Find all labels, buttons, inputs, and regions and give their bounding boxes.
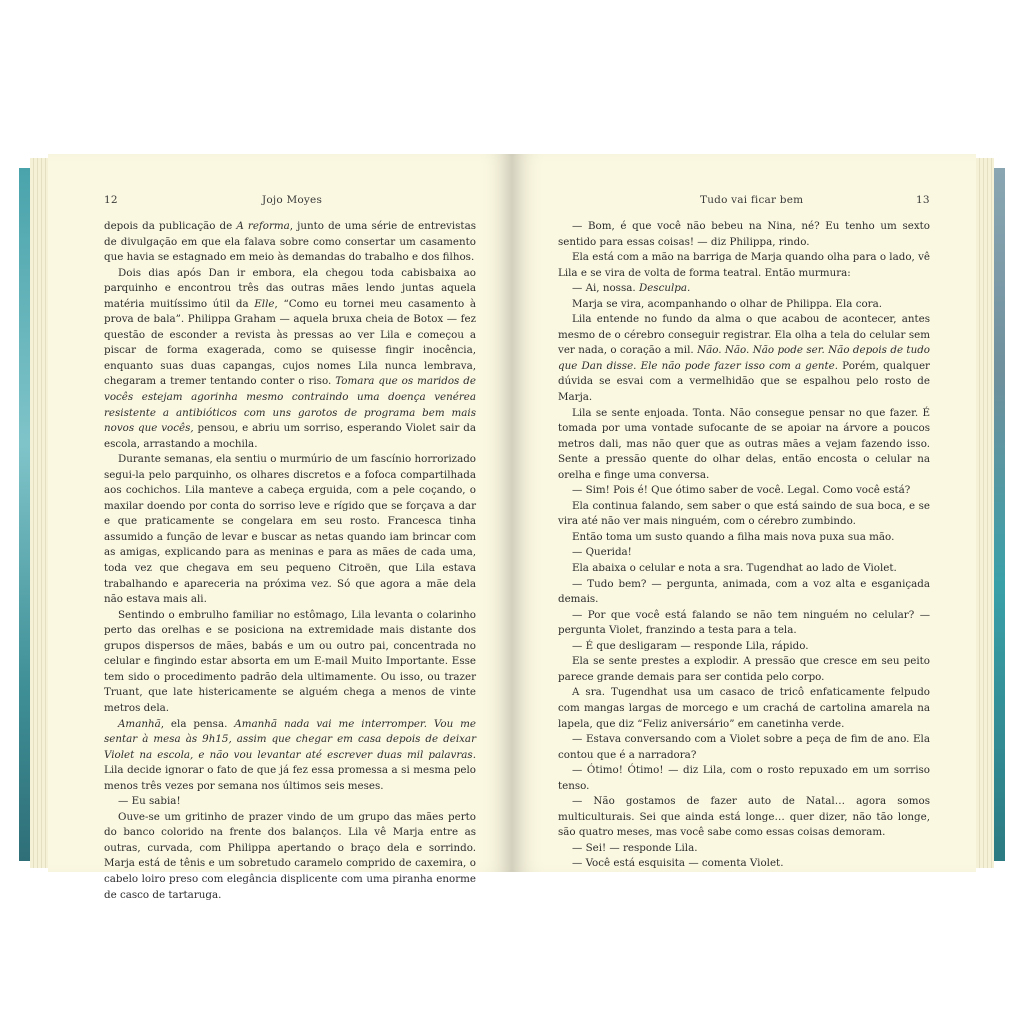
- paragraph: — Por que você está falando se não tem ninguém no celular? — pergunta Violet, franzindo a testa para a tela.: [558, 608, 930, 637]
- right-page-number: 13: [916, 194, 930, 206]
- paragraph: — Estava conversando com a Violet sobre a peça de fim de ano. Ela contou que é a narradora?: [558, 733, 930, 761]
- paragraph: Ela está com a mão na barriga de Marja quando olha para o lado, vê Lila e se vira de volta de forma teatral. Então murmura:: [558, 251, 930, 279]
- right-page-body: [558, 219, 930, 872]
- paragraph: Durante semanas, ela sentiu o murmúrio de um fascínio horrorizado segui-la pelo parquinho, os olhares discretos e a fofoca compartilhada aos cochichos. Lila manteve a cabeça erguida, com a pele coçando, o maxilar doendo por conta do sorriso leve e rígido que se forçava a dar e que praticamente se congelara em seu rosto. Francesca tinha assumido a função de levar e buscar as netas quando iam brincar com as amigas, explicando para as meninas e para as mães de cada uma, toda vez que chegava em seu pequeno Citroën, que Lila estava trabalhando e apareceria na próxima vez. Só que agora a mãe dela não estava mais ali.: [104, 453, 476, 606]
- paragraph: Dois dias após Dan ir embora, ela chegou toda cabisbaixa ao parquinho e encontrou três das outras mães lendo juntas aquela matéria muitíssimo útil da Elle, “Como eu tornei meu casamento à prova de bala”. Philippa Graham — aquela bruxa cheia de Botox — fez questão de esconder a revista às pressas ao ver Lila e começou a piscar de forma exagerada, como se quisesse fingir inocência, enquanto suas duas capangas, cujos nomes Lila nunca lembrava, chegaram a tremer tentando conter o riso. Tomara que os maridos de vocês estejam agorinha mesmo contraindo uma doença venérea resistente a antibióticos com uns garotos de programa bem mais novos que vocês, pensou, e abriu um sorriso, esperando Violet sair da escola, arrastando a mochila.: [104, 266, 477, 450]
- paragraph: Sentindo o embrulho familiar no estômago, Lila levanta o colarinho perto das orelhas e se posiciona na extremidade mais distante dos grupos dispersos de mães, babás e um ou outro pai, concentrada no celular e fingindo estar absorta em um E-mail Muito Importante. Esse tem sido o procedimento padrão dela ultimamente. Ou isso, ou trazer Truant, que late histericamente se alguém chega a menos de vinte metros dela.: [104, 608, 476, 714]
- paragraph: Lila se sente enjoada. Tonta. Não consegue pensar no que fazer. É tomada por uma vontade sufocante de se apoiar na árvore a poucos metros dali, mas não quer que as outras mães a vejam fazendo isso. Sente a pressão quente do olhar delas, então encosta o celular na orelha e finge uma conversa.: [558, 406, 930, 481]
- paragraph: Então toma um susto quando a filha mais nova puxa sua mão.: [572, 530, 895, 543]
- paragraph: — Ai, nossa. Desculpa.: [572, 282, 691, 295]
- paragraph: Ela se sente prestes a explodir. A pressão que cresce em seu peito parece grande demais para ser contida pelo corpo.: [558, 655, 930, 683]
- paragraph: A sra. Tugendhat usa um casaco de tricô enfaticamente felpudo com mangas largas de morcego e um crachá de cartolina amarela na lapela, que diz “Feliz aniversário” em canetinha verde.: [558, 686, 930, 730]
- paragraph: depois da publicação de A reforma, junto de uma série de entrevistas de divulgação em que ela falava sobre como consertar um casamento que havia se estagnado em meio às demandas do trabalho e dos filhos.: [104, 220, 476, 264]
- paragraph: — Querida!: [572, 546, 632, 559]
- left-running-head: Jojo Moyes: [262, 194, 323, 206]
- paragraph: Lila entende no fundo da alma o que acabou de acontecer, antes mesmo de o cérebro conseguir registrar. Ela olha a tela do celular sem ver nada, o coração a mil. Não. Não. Não pode ser. Não depois de tudo que Dan disse. Ele não pode fazer isso com a gente. Porém, qualquer dúvida se esvai com a vermelhidão que se espalhou pelo rosto de Marja.: [558, 313, 930, 404]
- paragraph: Marja se vira, acompanhando o olhar de Philippa. Ela cora.: [572, 297, 882, 310]
- paragraph: — Tudo bem? — pergunta, animada, com a voz alta e esganiçada demais.: [558, 577, 930, 606]
- paragraph: Ela abaixa o celular e nota a sra. Tugendhat ao lado de Violet.: [572, 562, 897, 575]
- paragraph: — Ótimo! Ótimo! — diz Lila, com o rosto repuxado em um sorriso tenso.: [558, 764, 930, 792]
- paragraph: — Eu sabia!: [118, 795, 181, 808]
- paragraph: — É que desligaram — responde Lila, rápido.: [572, 639, 809, 652]
- paragraph: Ouve-se um gritinho de prazer vindo de um grupo das mães perto do banco colorido na frente dos balanços. Lila vê Marja entre as outras, curvada, com Philippa apertando o braço dela e sorrindo. Marja está de tênis e um sobretudo caramelo comprido de caxemira, o cabelo loiro preso com elegância displicente com uma piranha enorme de casco de tartaruga.: [104, 810, 476, 901]
- left-page-body: [104, 219, 476, 903]
- paragraph: — Sei! — responde Lila.: [572, 841, 698, 854]
- paragraph: — Sim! Pois é! Que ótimo saber de você. Legal. Como você está?: [572, 484, 911, 497]
- paragraph: — Não gostamos de fazer auto de Natal… agora somos multiculturais. Sei que ainda está longe… quer dizer, não tão longe, são quatro meses, mas você sabe como essas coisas demoram.: [558, 795, 930, 839]
- paragraph: Amanhã, ela pensa. Amanhã nada vai me interromper. Vou me sentar à mesa às 9h15, assim que chegar em casa depois de deixar Violet na escola, e não vou levantar até escrever duas mil palavras. Lila decide ignorar o fato de que já fez essa promessa a si mesma pelo menos três vezes por semana nos últimos seis meses.: [104, 717, 476, 792]
- left-page: [48, 154, 512, 901]
- right-running-head: Tudo vai ficar bem: [700, 194, 804, 206]
- paragraph: — Você está esquisita — comenta Violet.: [572, 857, 784, 870]
- right-page: [512, 154, 976, 872]
- left-page-number: 12: [104, 194, 118, 206]
- paragraph: Ela continua falando, sem saber o que está saindo de sua boca, e se vira até não ver mais ninguém, com o cérebro zumbindo.: [558, 499, 930, 528]
- paragraph: — Bom, é que você não bebeu na Nina, né? Eu tenho um sexto sentido para essas coisas! — diz Philippa, rindo.: [558, 220, 930, 248]
